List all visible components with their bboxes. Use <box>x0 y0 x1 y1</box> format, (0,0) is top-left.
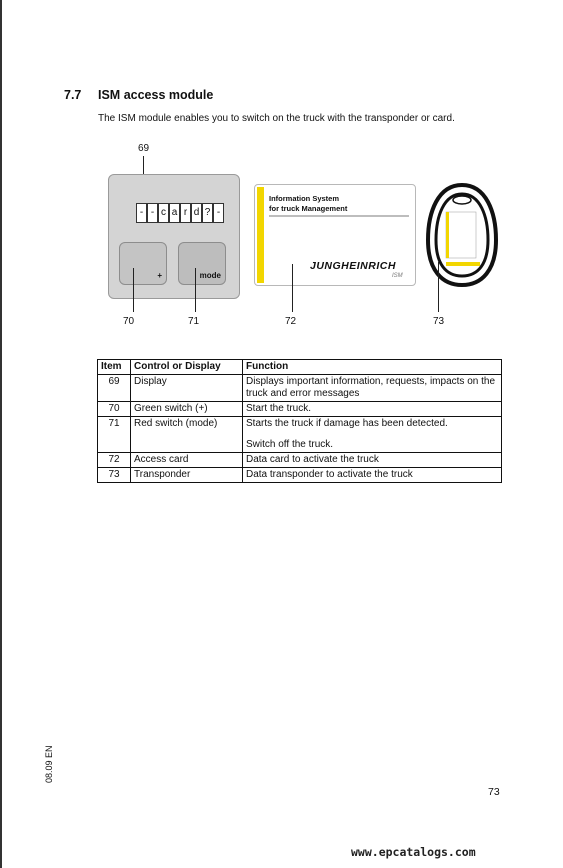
table-row <box>98 468 502 483</box>
card-divider <box>269 215 409 217</box>
display-char: - <box>213 203 224 223</box>
callout-73: 73 <box>433 316 445 327</box>
cell-control: Green switch (+) <box>131 402 243 417</box>
cell-control: Red switch (mode) <box>131 417 243 453</box>
ism-display-screen <box>136 203 224 223</box>
access-card <box>254 184 416 286</box>
display-char: ? <box>202 203 213 223</box>
card-brand-logo: JUNGHEINRICH <box>310 260 396 272</box>
section-title: ISM access module <box>98 88 214 102</box>
header-control: Control or Display <box>131 360 243 375</box>
cell-function: Data transponder to activate the truck <box>243 468 502 483</box>
leader-line-72 <box>292 264 293 312</box>
cell-function-line1: Starts the truck if damage has been detected. <box>246 418 448 429</box>
mode-label: mode <box>199 271 221 280</box>
edition-label: 08.09 EN <box>44 745 54 783</box>
cell-item: 69 <box>98 375 131 402</box>
plus-label: + <box>157 271 162 280</box>
watermark-link[interactable]: www.epcatalogs.com <box>351 845 476 859</box>
cell-item: 70 <box>98 402 131 417</box>
display-char: a <box>169 203 180 223</box>
section-number: 7.7 <box>64 88 82 102</box>
card-yellow-stripe <box>257 187 264 283</box>
table-row <box>98 417 502 453</box>
display-char: c <box>158 203 169 223</box>
header-function: Function <box>243 360 502 375</box>
leader-line-70 <box>133 268 134 312</box>
cell-function-line2: Switch off the truck. <box>246 439 334 450</box>
page-border-line <box>0 0 2 868</box>
callout-70: 70 <box>123 316 135 327</box>
card-title-line1: Information System <box>269 194 340 203</box>
cell-control: Display <box>131 375 243 402</box>
cell-item: 73 <box>98 468 131 483</box>
display-char: r <box>180 203 191 223</box>
green-switch-button <box>119 242 167 285</box>
leader-line-71 <box>195 268 196 312</box>
cell-item: 72 <box>98 453 131 468</box>
cell-item: 71 <box>98 417 131 453</box>
cell-function <box>243 417 502 453</box>
callout-71: 71 <box>188 316 200 327</box>
page-number: 73 <box>488 786 500 798</box>
callout-72: 72 <box>285 316 297 327</box>
card-sub-logo: ISM <box>392 273 403 279</box>
intro-text: The ISM module enables you to switch on the truck with the transponder or card. <box>98 113 455 124</box>
cell-function: Data card to activate the truck <box>243 453 502 468</box>
card-title-line2: for truck Management <box>269 204 348 213</box>
table-row <box>98 453 502 468</box>
red-switch-button <box>178 242 226 285</box>
transponder-icon <box>424 182 500 288</box>
table-row <box>98 402 502 417</box>
header-item: Item <box>98 360 131 375</box>
cell-control: Access card <box>131 453 243 468</box>
table-row <box>98 375 502 402</box>
section-heading <box>64 88 213 102</box>
leader-line-73 <box>438 262 439 312</box>
controls-table <box>97 359 502 483</box>
cell-function: Start the truck. <box>243 402 502 417</box>
cell-control: Transponder <box>131 468 243 483</box>
cell-function: Displays important information, requests, impacts on the truck and error messages <box>243 375 502 402</box>
display-char: - <box>136 203 147 223</box>
display-char: d <box>191 203 202 223</box>
display-char: - <box>147 203 158 223</box>
table-header-row <box>98 360 502 375</box>
callout-69: 69 <box>138 143 150 154</box>
